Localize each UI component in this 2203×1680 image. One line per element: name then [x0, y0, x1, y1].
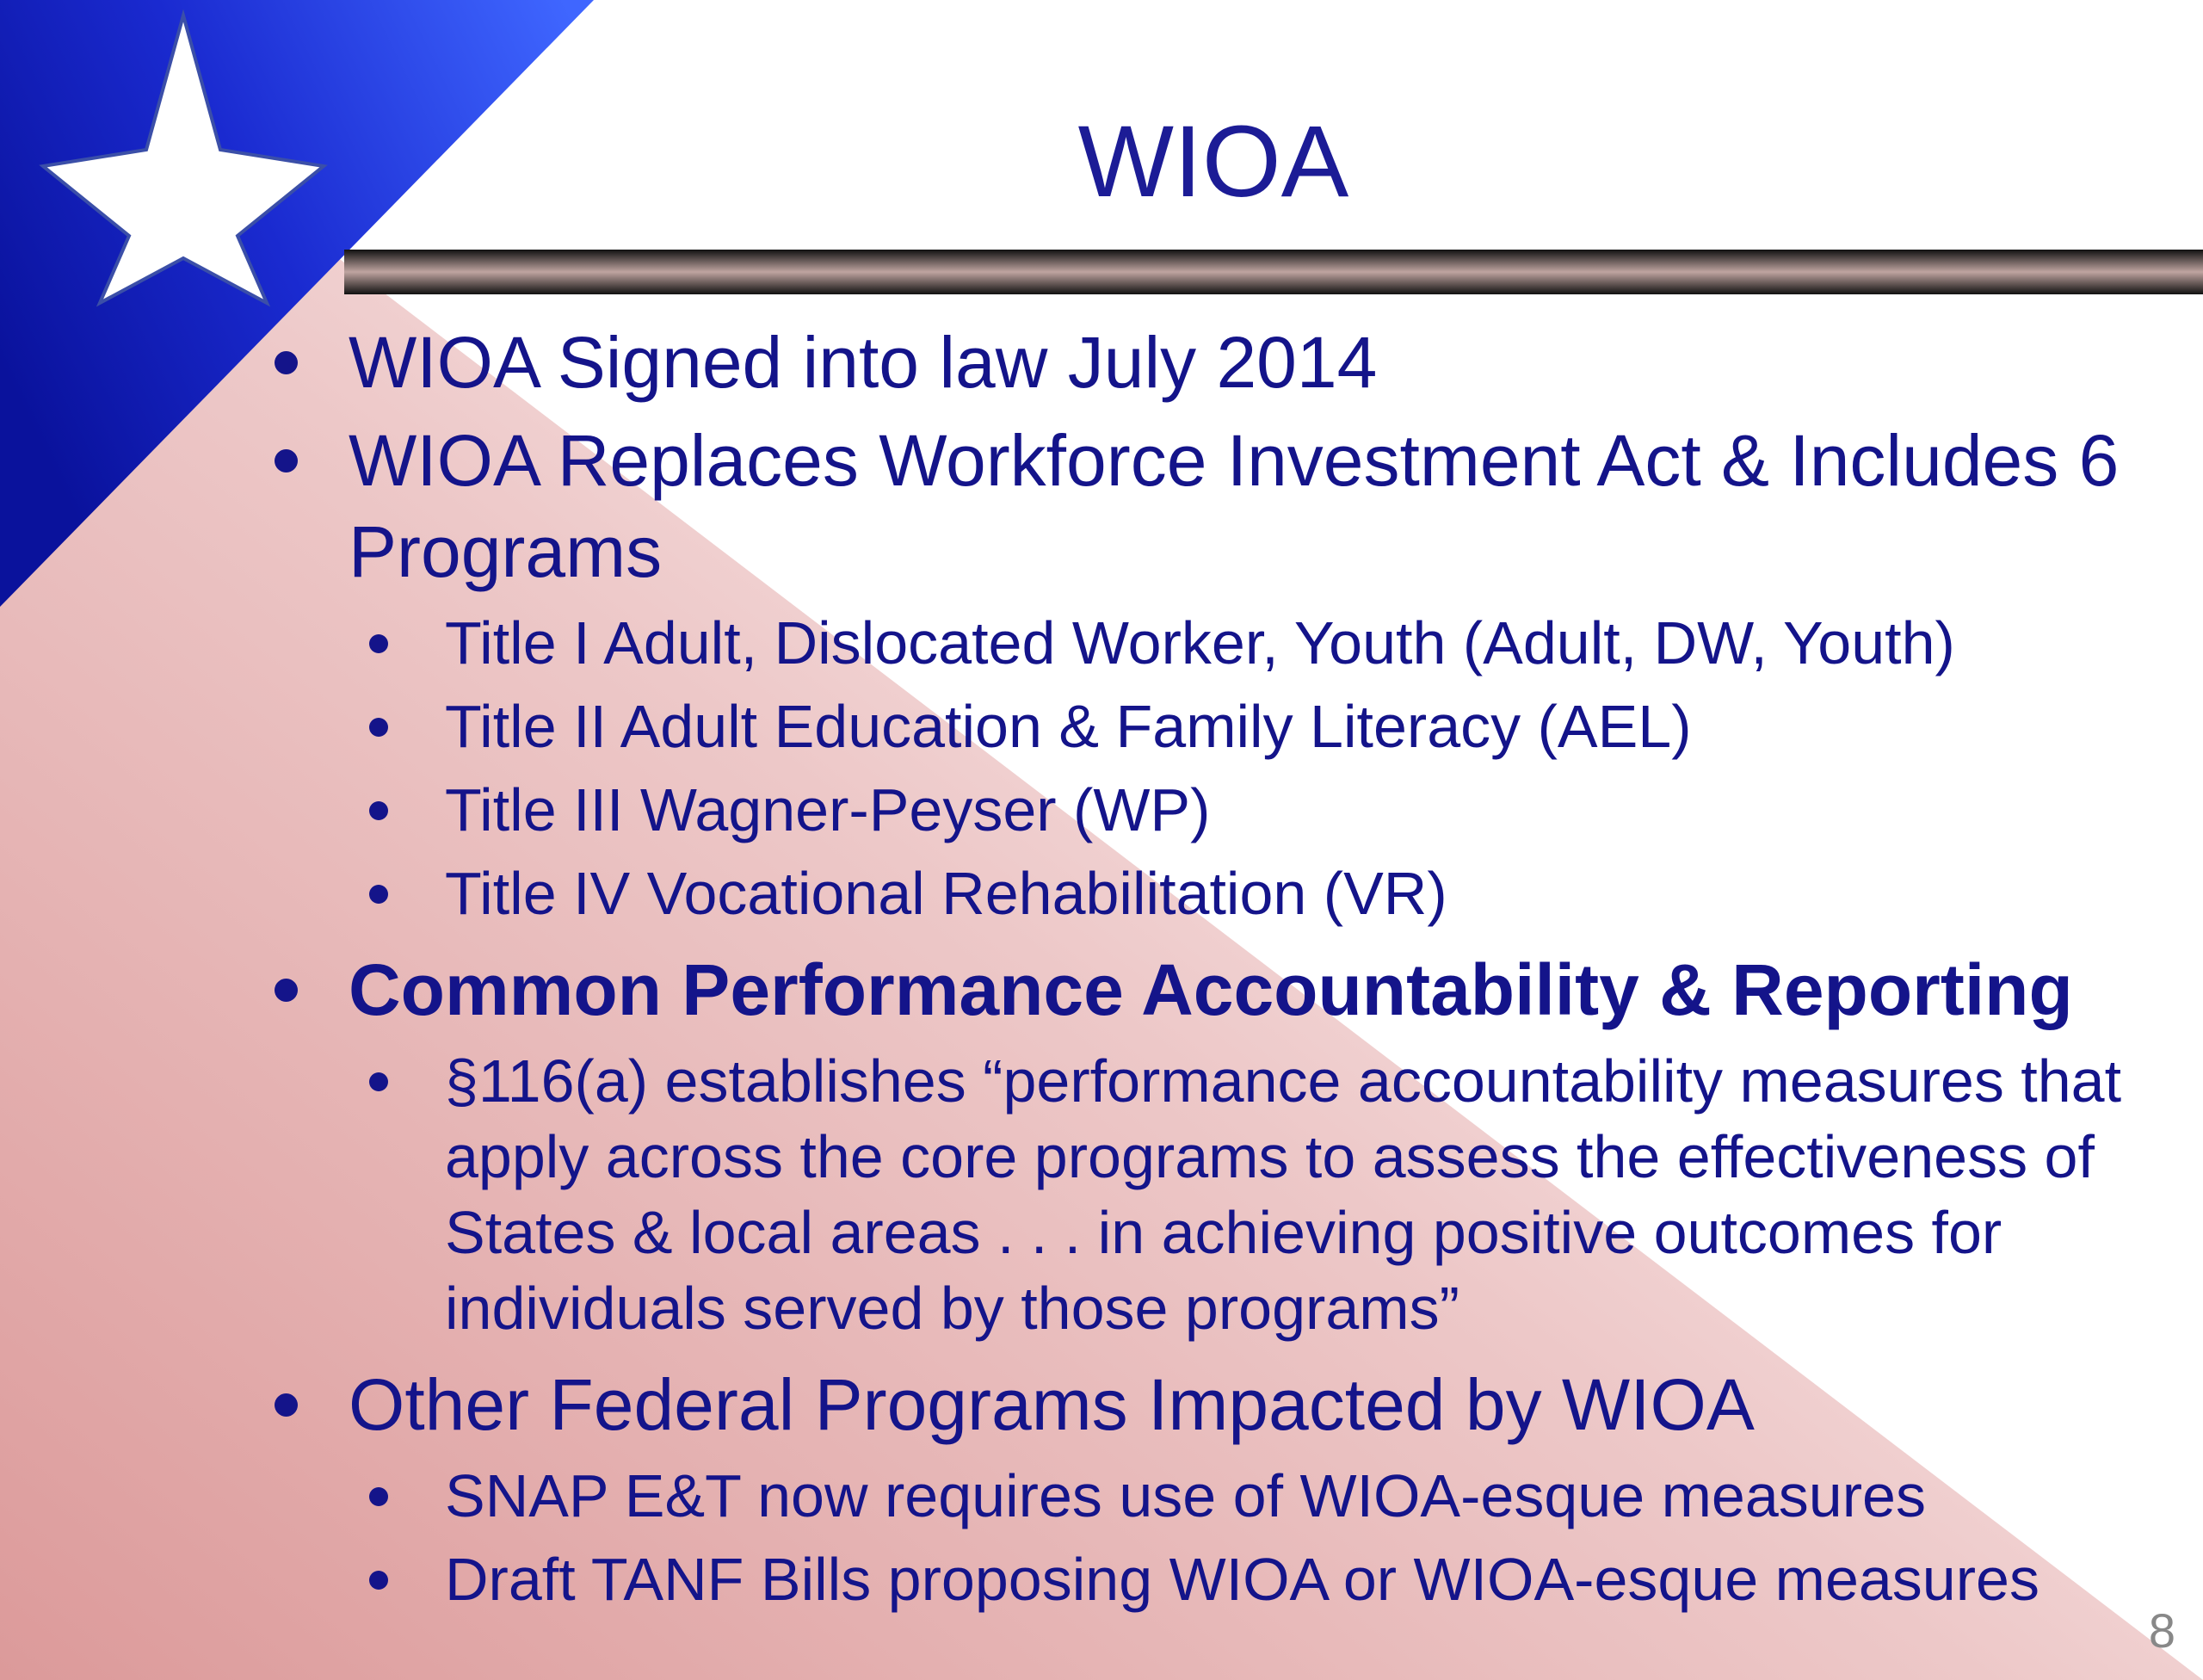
sub-bullet-tanf: Draft TANF Bills proposing WIOA or WIOA-esque measures	[359, 1541, 2190, 1617]
slide-title: WIOA	[1077, 105, 1349, 219]
sub-bullet-title-iii: Title III Wagner-Peyser (WP)	[359, 772, 2190, 848]
bullet-signed-into-law: WIOA Signed into law July 2014	[262, 317, 2190, 408]
sub-bullet-title-ii: Title II Adult Education & Family Literacy (AEL)	[359, 689, 2190, 764]
page-number: 8	[2148, 1603, 2175, 1658]
bullet-common-performance: Common Performance Accountability & Reporting	[262, 944, 2190, 1035]
bullet-replaces-wia: WIOA Replaces Workforce Investment Act & Includes 6 Programs	[262, 415, 2190, 597]
sub-bullet-snap: SNAP E&T now requires use of WIOA-esque measures	[359, 1458, 2190, 1534]
sub-bullet-title-i: Title I Adult, Dislocated Worker, Youth (Adult, DW, Youth)	[359, 605, 2190, 681]
sub-bullet-title-iv: Title IV Vocational Rehabilitation (VR)	[359, 855, 2190, 931]
header-divider	[344, 250, 2203, 294]
bullet-list	[262, 310, 2190, 1617]
bullet-other-federal-programs: Other Federal Programs Impacted by WIOA	[262, 1359, 2190, 1450]
sub-bullet-section-116a: §116(a) establishes “performance accountability measures that apply across the core programs to assess the effectiveness of States & local areas . . . in achieving positive outcomes for individuals served by those programs”	[359, 1043, 2190, 1346]
